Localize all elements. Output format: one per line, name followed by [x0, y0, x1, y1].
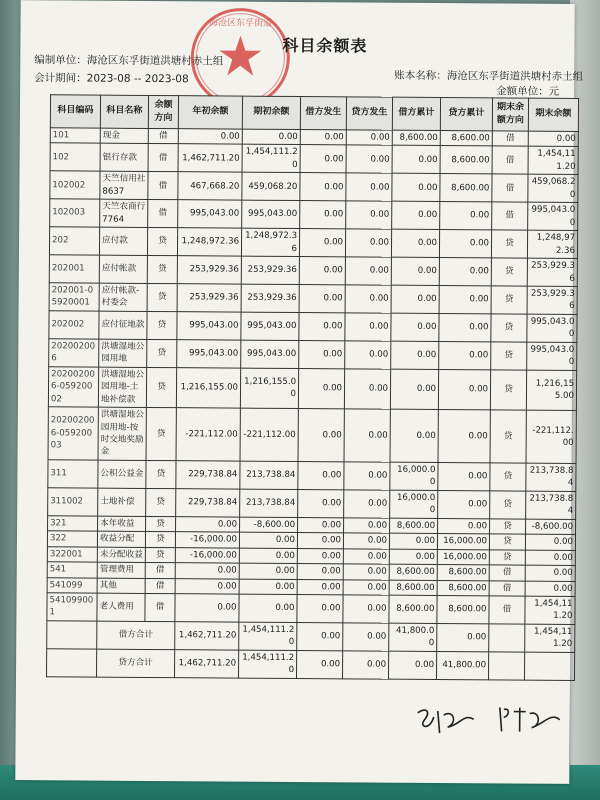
table-cell: 贷: [491, 342, 527, 370]
table-cell: 0.00: [391, 313, 439, 341]
table-cell: 0.00: [389, 549, 437, 565]
table-cell: -16,000.00: [175, 547, 239, 563]
table-cell: 贷: [145, 547, 175, 563]
table-cell: 未分配收益: [97, 547, 145, 563]
table-cell: -221,112.00: [176, 408, 240, 461]
table-cell: 0.00: [344, 369, 390, 410]
table-cell: 0.00: [345, 313, 391, 341]
table-cell: 1,454,111.20: [525, 624, 575, 652]
table-cell: 0.00: [298, 517, 344, 533]
org-value: 海沧区东孚街道洪塘村赤土组: [86, 54, 224, 68]
table-cell: 应付征地款: [99, 311, 147, 339]
table-cell: 8,600.00: [440, 174, 492, 202]
account-set-label: 账本名称：: [394, 69, 447, 83]
col-header: 科目名称: [100, 95, 148, 128]
table-cell: 202002006-05920002: [48, 366, 98, 407]
table-cell: 995,043.00: [241, 312, 299, 340]
table-cell: [47, 621, 97, 649]
table-cell: 995,043.00: [527, 342, 577, 370]
table-cell: 0.00: [344, 462, 390, 490]
table-cell: 贷: [489, 549, 525, 565]
signature-1: [414, 703, 484, 745]
org-line: [34, 52, 223, 68]
table-cell: 借: [489, 580, 525, 596]
table-cell: 0.00: [343, 564, 389, 580]
table-cell: 0.00: [298, 409, 344, 462]
table-cell: 541099001: [47, 593, 97, 621]
table-cell: 0.00: [346, 145, 392, 173]
totals-row: [47, 621, 575, 653]
table-cell: 0.00: [438, 518, 490, 534]
table-cell: 管理费用: [97, 562, 145, 578]
table-cell: 洪塘湿地公园用地-土地补偿款: [98, 367, 146, 408]
table-cell: -221,112.00: [526, 410, 576, 463]
table-cell: 0.00: [391, 341, 439, 369]
table-cell: 995,043.00: [528, 202, 578, 230]
table-cell: 0.00: [239, 532, 297, 548]
table-cell: 0.00: [439, 285, 491, 313]
table-cell: 0.00: [298, 489, 344, 517]
table-row: [49, 339, 577, 371]
table-cell: 0.00: [298, 368, 344, 409]
table-row: [50, 171, 578, 203]
totals-label: 贷方合计: [97, 649, 175, 677]
table-cell: 8,600.00: [389, 595, 437, 623]
table-cell: 213,738.84: [240, 489, 298, 517]
table-cell: 借: [489, 596, 525, 624]
document-paper: [15, 0, 584, 784]
table-cell: 贷: [490, 491, 526, 519]
table-cell: 1,462,711.20: [178, 144, 242, 172]
table-cell: 0.00: [343, 579, 389, 595]
table-cell: 贷: [147, 228, 177, 256]
table-cell: 贷: [147, 311, 177, 339]
col-header: 借方发生: [300, 97, 346, 130]
table-cell: 洪塘湿地公园用地: [99, 339, 147, 367]
table-cell: 借: [148, 200, 178, 228]
table-cell: 0.00: [297, 579, 343, 595]
table-cell: 0.00: [438, 490, 490, 518]
table-cell: 0.00: [344, 409, 390, 462]
table-cell: 0.00: [299, 229, 345, 257]
table-cell: 现金: [100, 128, 148, 144]
table-cell: 0.00: [297, 594, 343, 622]
col-header: 期末余额方向: [492, 98, 528, 131]
table-cell: 213,738.84: [526, 491, 576, 519]
table-cell: 995,043.00: [241, 340, 299, 368]
table-cell: 995,043.00: [178, 200, 242, 228]
table-cell: 202002006-05920003: [48, 407, 98, 460]
table-cell: -16,000.00: [175, 532, 239, 548]
table-cell: 8,600.00: [392, 130, 440, 146]
table-cell: 0.00: [297, 564, 343, 580]
table-cell: [489, 624, 525, 652]
table-cell: 311: [48, 460, 98, 488]
table-cell: 0.00: [345, 257, 391, 285]
table-cell: 0.00: [438, 410, 490, 463]
table-cell: 0.00: [343, 623, 389, 651]
table-cell: 253,929.36: [527, 258, 577, 286]
table-cell: 0.00: [390, 369, 438, 410]
table-cell: -221,112.00: [240, 408, 298, 461]
col-header: 年初余额: [178, 96, 242, 129]
col-header: 科目编码: [50, 95, 100, 128]
table-cell: 借: [492, 202, 528, 230]
period-label: 会计期间：: [34, 72, 87, 85]
table-cell: 1,216,155.00: [240, 368, 298, 409]
table-row: [49, 227, 577, 259]
table-cell: 459,068.20: [242, 172, 300, 200]
table-cell: 1,462,711.20: [175, 649, 239, 677]
table-cell: 102: [50, 143, 100, 171]
table-cell: 541: [47, 562, 97, 578]
table-cell: 102003: [50, 199, 100, 227]
table-cell: 0.00: [239, 594, 297, 622]
table-cell: [47, 649, 97, 677]
table-cell: 洪塘湿地公园用地-按时交地奖励金: [98, 407, 146, 460]
table-cell: [524, 652, 574, 680]
table-cell: 0.00: [438, 462, 490, 490]
table-cell: 229,738.84: [176, 461, 240, 489]
table-cell: 1,454,111.20: [525, 596, 575, 624]
table-cell: 0.00: [300, 145, 346, 173]
balance-table: [46, 94, 579, 680]
table-cell: 0.00: [345, 229, 391, 257]
table-cell: 459,068.20: [528, 174, 578, 202]
table-cell: 0.00: [344, 518, 390, 534]
table-cell: 0.00: [346, 130, 392, 146]
table-cell: 贷: [147, 256, 177, 284]
table-cell: 213,738.84: [526, 463, 576, 491]
table-cell: 0.00: [299, 285, 345, 313]
table-cell: 0.00: [343, 533, 389, 549]
table-cell: 0.00: [439, 258, 491, 286]
table-header-row: [50, 95, 578, 132]
totals-label: 借方合计: [97, 621, 175, 649]
table-cell: 1,462,711.20: [175, 622, 239, 650]
table-cell: 1,248,972.36: [527, 230, 577, 258]
table-cell: 贷: [490, 370, 526, 411]
table-cell: 0.00: [525, 565, 575, 581]
table-cell: 本年收益: [98, 516, 146, 532]
table-cell: 41,800.00: [389, 623, 437, 651]
account-set-value: 海沧区东孚街道洪塘村赤土组: [446, 70, 584, 84]
table-cell: 0.00: [300, 173, 346, 201]
table-cell: 202002: [49, 311, 99, 339]
table-body: [47, 128, 579, 680]
table-cell: 16,000.00: [390, 462, 438, 490]
table-row: [49, 255, 577, 287]
col-header: 期初余额: [242, 96, 300, 129]
table-row: [47, 593, 575, 625]
table-cell: 0.00: [345, 341, 391, 369]
table-cell: 贷: [146, 460, 176, 488]
table-row: [49, 283, 577, 315]
unit-label: 金额单位：: [496, 85, 549, 98]
table-cell: 253,929.36: [527, 286, 577, 314]
table-cell: 253,929.36: [177, 256, 241, 284]
table-cell: 8,600.00: [437, 565, 489, 581]
table-cell: 321: [48, 515, 98, 531]
table-cell: 1,454,111.20: [242, 145, 300, 173]
period-value: 2023-08 -- 2023-08: [86, 72, 189, 86]
table-cell: 贷: [490, 410, 526, 463]
table-cell: 借: [492, 131, 528, 147]
table-cell: 253,929.36: [177, 284, 241, 312]
table-cell: 202001: [49, 255, 99, 283]
table-cell: 0.00: [343, 595, 389, 623]
table-cell: 0.00: [391, 229, 439, 257]
col-header: 借方累计: [392, 97, 440, 130]
table-cell: 0.00: [297, 622, 343, 650]
table-cell: 贷: [147, 339, 177, 367]
table-cell: 16,000.00: [437, 534, 489, 550]
totals-row: [47, 649, 575, 681]
table-row: [48, 366, 576, 410]
table-row: [48, 460, 576, 492]
org-label: 编制单位：: [34, 54, 87, 67]
table-cell: 银行存款: [100, 144, 148, 172]
table-cell: 借: [145, 563, 175, 579]
table-cell: 0.00: [525, 550, 575, 566]
table-cell: 借: [148, 172, 178, 200]
table-cell: -8,600.00: [526, 519, 576, 535]
table-cell: 借: [492, 146, 528, 174]
table-cell: 1,454,111.20: [239, 622, 297, 650]
table-cell: 0.00: [389, 533, 437, 549]
table-cell: 0.00: [239, 548, 297, 564]
table-cell: 253,929.36: [241, 256, 299, 284]
table-cell: 0.00: [175, 594, 239, 622]
table-cell: 41,800.00: [436, 651, 488, 679]
table-cell: 0.00: [392, 201, 440, 229]
table-cell: 0.00: [239, 563, 297, 579]
table-cell: 541099: [47, 577, 97, 593]
table-cell: 995,043.00: [177, 312, 241, 340]
table-cell: 202002006: [49, 339, 99, 367]
table-cell: 公积公益金: [98, 460, 146, 488]
table-cell: 0.00: [242, 129, 300, 145]
table-cell: 贷: [146, 367, 176, 408]
table-row: [48, 488, 576, 520]
table-cell: 0.00: [438, 369, 490, 410]
account-set-line: [394, 68, 583, 84]
table-cell: 0.00: [388, 651, 436, 679]
svg-text:海沧区东孚街道: 海沧区东孚街道: [209, 18, 273, 29]
table-cell: 贷: [490, 519, 526, 535]
table-cell: 借: [145, 578, 175, 594]
table-cell: 0.00: [239, 579, 297, 595]
table-cell: 16,000.00: [437, 549, 489, 565]
table-cell: 0.00: [528, 131, 578, 147]
table-cell: 8,600.00: [389, 580, 437, 596]
table-cell: 0.00: [391, 257, 439, 285]
col-header: 贷方累计: [440, 98, 492, 131]
table-cell: 0.00: [391, 285, 439, 313]
table-cell: 0.00: [344, 490, 390, 518]
table-cell: 0.00: [525, 581, 575, 597]
table-cell: 1,248,972.36: [241, 228, 299, 256]
table-cell: 0.00: [300, 130, 346, 146]
table-cell: 102002: [50, 171, 100, 199]
table-cell: 229,738.84: [176, 488, 240, 516]
table-cell: 0.00: [343, 651, 389, 679]
table-cell: 贷: [147, 283, 177, 311]
table-cell: 其他: [97, 578, 145, 594]
table-cell: 995,043.00: [177, 339, 241, 367]
table-cell: 0.00: [297, 650, 343, 678]
table-cell: 322001: [47, 546, 97, 562]
table-cell: 借: [492, 174, 528, 202]
table-row: [48, 407, 576, 463]
table-cell: 0.00: [439, 341, 491, 369]
table-cell: 应付帐款: [99, 255, 147, 283]
table-row: [49, 311, 577, 343]
table-cell: 8,600.00: [440, 146, 492, 174]
table-cell: 16,000.00: [390, 490, 438, 518]
table-cell: 0.00: [343, 548, 389, 564]
signature-2: [496, 701, 566, 743]
table-cell: 253,929.36: [241, 284, 299, 312]
table-cell: 0.00: [299, 257, 345, 285]
table-cell: 0.00: [175, 563, 239, 579]
table-cell: 1,216,155.00: [526, 370, 576, 411]
table-cell: 贷: [491, 314, 527, 342]
table-cell: 8,600.00: [440, 131, 492, 147]
table-cell: 0.00: [439, 230, 491, 258]
table-cell: 0.00: [346, 201, 392, 229]
table-cell: 8,600.00: [437, 595, 489, 623]
table-cell: 0.00: [392, 174, 440, 202]
col-header: 余额方向: [148, 95, 178, 128]
table-cell: 8,600.00: [390, 518, 438, 534]
table-cell: 202: [49, 227, 99, 255]
col-header: 贷方发生: [346, 97, 392, 130]
table-cell: 贷: [490, 463, 526, 491]
period-line: [34, 70, 189, 86]
table-cell: 收益分配: [97, 531, 145, 547]
table-cell: 0.00: [176, 516, 240, 532]
table-row: [50, 143, 578, 175]
table-cell: 天竺农商行7764: [100, 199, 148, 227]
table-cell: 213,738.84: [240, 461, 298, 489]
table-cell: 0.00: [525, 534, 575, 550]
table-cell: 贷: [145, 532, 175, 548]
table-cell: 应付款: [99, 227, 147, 255]
table-cell: -8,600.00: [240, 517, 298, 533]
table-cell: 贷: [491, 230, 527, 258]
table-cell: 1,216,155.00: [176, 367, 240, 408]
table-cell: 0.00: [299, 312, 345, 340]
table-cell: 借: [148, 128, 178, 144]
table-cell: 贷: [146, 408, 176, 461]
table-cell: 0.00: [298, 461, 344, 489]
table-cell: 0.00: [300, 201, 346, 229]
table-cell: 0.00: [390, 409, 438, 462]
table-cell: 0.00: [346, 173, 392, 201]
table-cell: 467,668.20: [178, 172, 242, 200]
table-cell: 0.00: [437, 623, 489, 651]
table-cell: 1,454,111.20: [239, 650, 297, 678]
table-cell: 土地补偿: [98, 488, 146, 516]
table-cell: 0.00: [392, 146, 440, 174]
table-cell: 995,043.00: [242, 200, 300, 228]
table-cell: 贷: [491, 286, 527, 314]
table-cell: 0.00: [439, 313, 491, 341]
table-cell: 8,600.00: [389, 564, 437, 580]
table-cell: 0.00: [440, 202, 492, 230]
table-cell: 8,600.00: [437, 580, 489, 596]
page-title: 科目余额表: [282, 35, 368, 56]
table-cell: 995,043.00: [527, 314, 577, 342]
table-cell: 0.00: [178, 129, 242, 145]
table-cell: 1,454,111.20: [528, 147, 578, 175]
table-cell: 0.00: [297, 533, 343, 549]
table-cell: 贷: [146, 488, 176, 516]
table-cell: 应付帐款-村委会: [99, 283, 147, 311]
table-cell: 0.00: [175, 578, 239, 594]
table-cell: 0.00: [345, 285, 391, 313]
table-row: [50, 199, 578, 231]
table-cell: 老人费用: [97, 593, 145, 621]
table-cell: 101: [50, 128, 100, 144]
table-cell: 322: [47, 531, 97, 547]
table-cell: 天竺信用社8637: [100, 171, 148, 199]
table-cell: 借: [148, 144, 178, 172]
table-cell: 贷: [146, 516, 176, 532]
col-header: 期末余额: [528, 98, 578, 131]
table-cell: 202001-05920001: [49, 283, 99, 311]
unit-value: 元: [548, 85, 560, 98]
table-cell: 0.00: [297, 548, 343, 564]
table-cell: 借: [145, 593, 175, 621]
table-cell: 311002: [48, 488, 98, 516]
table-cell: 贷: [491, 258, 527, 286]
table-cell: 0.00: [299, 340, 345, 368]
table-cell: 借: [489, 565, 525, 581]
table-cell: [488, 652, 524, 680]
table-cell: 1,248,972.36: [177, 228, 241, 256]
table-cell: 贷: [489, 534, 525, 550]
